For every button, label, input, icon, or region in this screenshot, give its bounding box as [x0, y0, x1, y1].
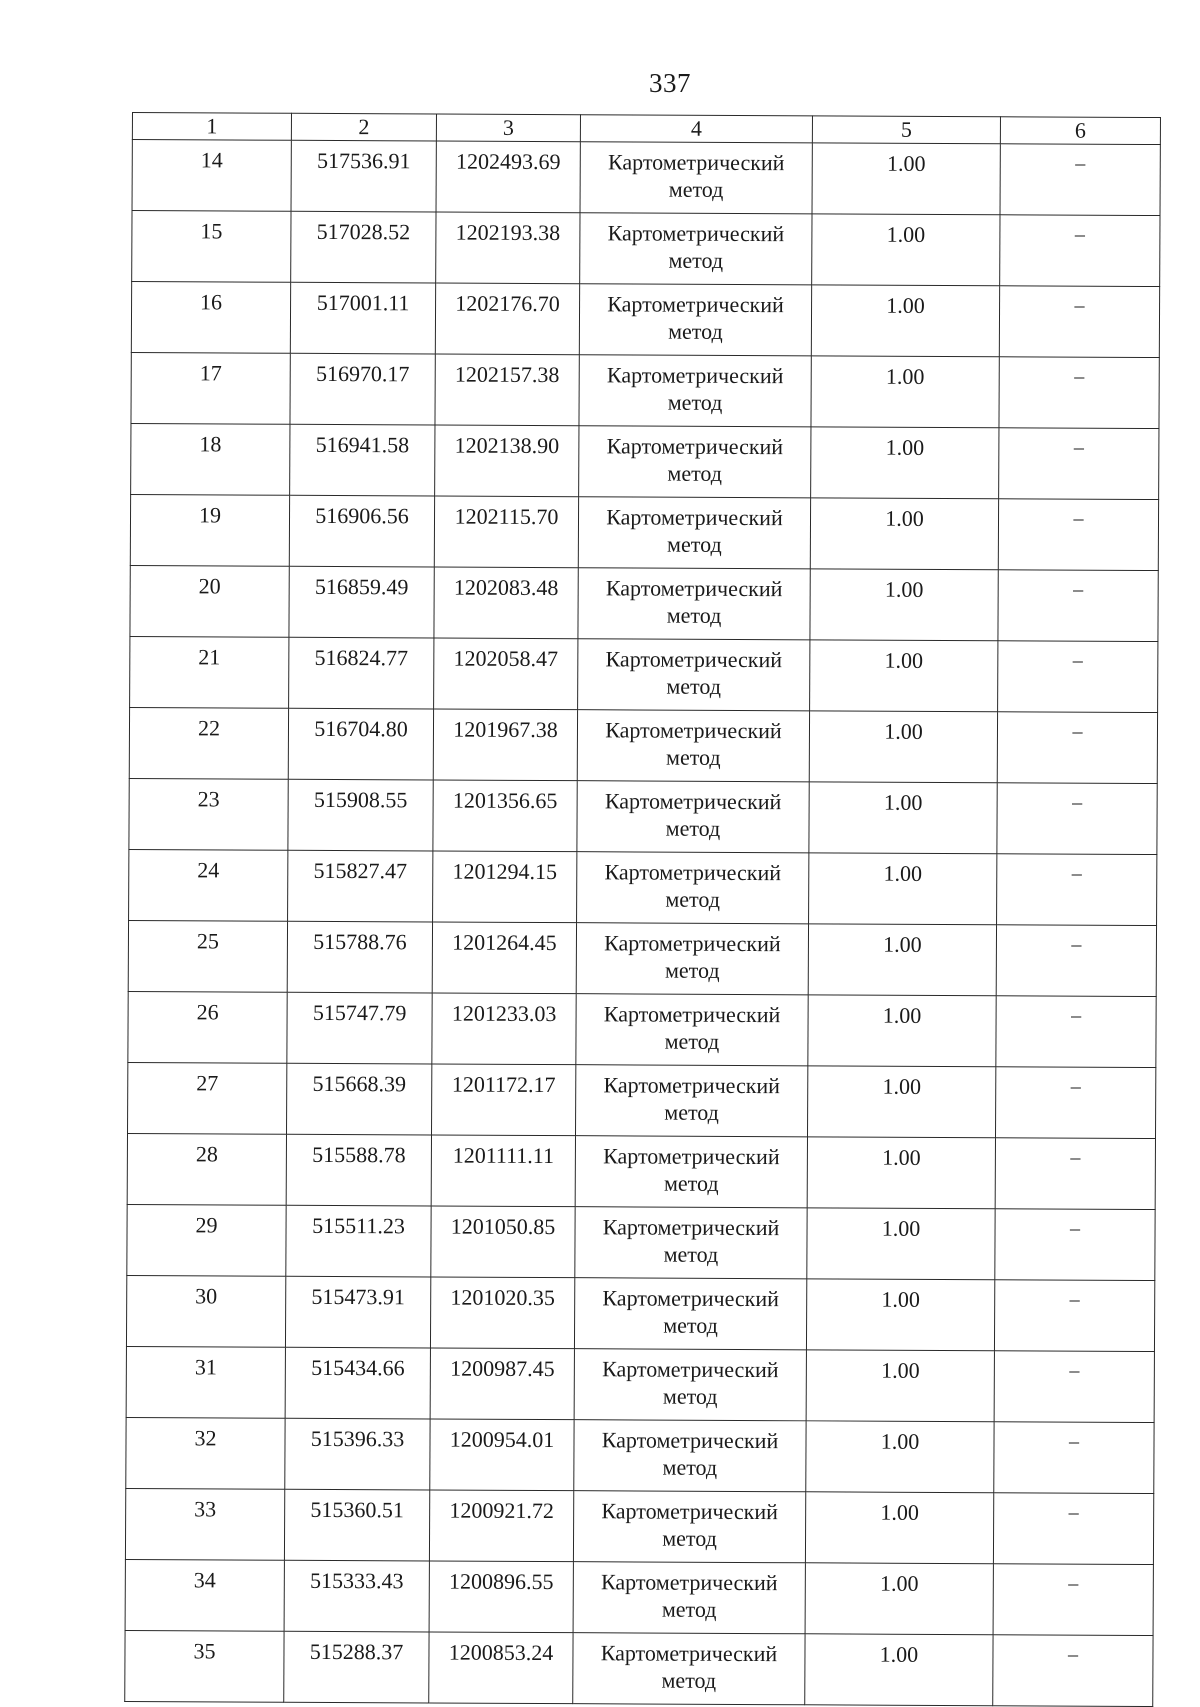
point-number-cell: 14 [132, 140, 291, 212]
note-cell: – [993, 1635, 1153, 1707]
note-cell: – [999, 428, 1159, 500]
method-cell: Картометрический метод [573, 1491, 805, 1563]
method-cell: Картометрический метод [578, 497, 810, 569]
table-row [126, 1417, 1154, 1493]
accuracy-cell: 1.00 [809, 853, 997, 925]
y-coordinate-cell: 1202115.70 [434, 496, 578, 568]
method-cell: Картометрический метод [575, 1207, 807, 1279]
note-cell: – [997, 854, 1157, 926]
note-cell: – [997, 783, 1157, 855]
x-coordinate-cell: 516941.58 [290, 424, 435, 496]
column-header-2: 2 [291, 113, 436, 141]
method-cell: Картометрический метод [580, 213, 812, 285]
note-cell: – [993, 1564, 1153, 1636]
coordinates-table-wrapper [124, 112, 1160, 1707]
x-coordinate-cell: 517536.91 [291, 140, 436, 212]
accuracy-cell: 1.00 [811, 427, 999, 499]
point-number-cell: 16 [131, 282, 290, 354]
column-header-3: 3 [436, 114, 580, 142]
method-cell: Картометрический метод [576, 994, 808, 1066]
point-number-cell: 17 [131, 352, 290, 424]
table-row [130, 494, 1158, 570]
x-coordinate-cell: 516704.80 [288, 708, 433, 780]
accuracy-cell: 1.00 [805, 1634, 993, 1706]
accuracy-cell: 1.00 [806, 1421, 994, 1493]
point-number-cell: 34 [125, 1559, 284, 1631]
point-number-cell: 21 [130, 636, 289, 708]
note-cell: – [1000, 215, 1160, 287]
table-row [130, 636, 1158, 712]
method-cell: Картометрический метод [578, 568, 810, 640]
table-row [128, 991, 1156, 1067]
point-number-cell: 24 [129, 849, 288, 921]
table-row [132, 211, 1160, 287]
method-cell: Картометрический метод [575, 1136, 807, 1208]
y-coordinate-cell: 1202058.47 [434, 638, 578, 710]
y-coordinate-cell: 1202138.90 [435, 425, 579, 497]
point-number-cell: 26 [128, 991, 287, 1063]
table-row [129, 707, 1157, 783]
accuracy-cell: 1.00 [811, 285, 999, 357]
point-number-cell: 19 [130, 494, 289, 566]
accuracy-cell: 1.00 [806, 1350, 994, 1422]
point-number-cell: 30 [126, 1275, 285, 1347]
table-row [127, 1133, 1155, 1209]
x-coordinate-cell: 515288.37 [284, 1631, 429, 1703]
accuracy-cell: 1.00 [808, 995, 996, 1067]
y-coordinate-cell: 1201111.11 [431, 1135, 575, 1207]
x-coordinate-cell: 515827.47 [288, 850, 433, 922]
accuracy-cell: 1.00 [808, 924, 996, 996]
x-coordinate-cell: 516970.17 [290, 353, 435, 425]
note-cell: – [995, 1209, 1155, 1281]
method-cell: Картометрический метод [576, 1065, 808, 1137]
x-coordinate-cell: 515360.51 [284, 1489, 429, 1561]
accuracy-cell: 1.00 [805, 1492, 993, 1564]
note-cell: – [999, 286, 1159, 358]
accuracy-cell: 1.00 [807, 1137, 995, 1209]
accuracy-cell: 1.00 [810, 498, 998, 570]
scan-artifact [128, 1386, 218, 1398]
y-coordinate-cell: 1202157.38 [435, 354, 579, 426]
table-body [125, 140, 1161, 1707]
method-cell: Картометрический метод [577, 781, 809, 853]
accuracy-cell: 1.00 [809, 711, 997, 783]
page-number: 337 [649, 68, 691, 98]
note-cell: – [994, 1351, 1154, 1423]
method-cell: Картометрический метод [579, 284, 811, 356]
accuracy-cell: 1.00 [809, 782, 997, 854]
method-cell: Картометрический метод [579, 426, 811, 498]
y-coordinate-cell: 1200853.24 [429, 1632, 573, 1704]
note-cell: – [999, 357, 1159, 429]
x-coordinate-cell: 515747.79 [287, 992, 432, 1064]
note-cell: – [994, 1280, 1154, 1352]
x-coordinate-cell: 516824.77 [289, 637, 434, 709]
table-row [127, 1204, 1155, 1280]
y-coordinate-cell: 1201294.15 [433, 851, 577, 923]
note-cell: – [1000, 144, 1160, 216]
y-coordinate-cell: 1201967.38 [433, 709, 577, 781]
y-coordinate-cell: 1201050.85 [431, 1206, 575, 1278]
method-cell: Картометрический метод [577, 710, 809, 782]
column-header-4: 4 [580, 115, 812, 143]
y-coordinate-cell: 1201264.45 [432, 922, 576, 994]
y-coordinate-cell: 1200954.01 [430, 1419, 574, 1491]
point-number-cell: 28 [127, 1133, 286, 1205]
x-coordinate-cell: 515396.33 [285, 1418, 430, 1490]
y-coordinate-cell: 1202176.70 [435, 283, 579, 355]
method-cell: Картометрический метод [574, 1278, 806, 1350]
y-coordinate-cell: 1202493.69 [436, 141, 580, 213]
note-cell: – [994, 1422, 1154, 1494]
point-number-cell: 35 [125, 1630, 284, 1702]
point-number-cell: 18 [131, 423, 290, 495]
method-cell: Картометрический метод [574, 1349, 806, 1421]
y-coordinate-cell: 1202083.48 [434, 567, 578, 639]
y-coordinate-cell: 1200896.55 [429, 1561, 573, 1633]
accuracy-cell: 1.00 [807, 1066, 995, 1138]
method-cell: Картометрический метод [573, 1633, 805, 1705]
x-coordinate-cell: 515434.66 [285, 1347, 430, 1419]
x-coordinate-cell: 515473.91 [285, 1276, 430, 1348]
coordinates-table [124, 112, 1161, 1707]
x-coordinate-cell: 516906.56 [289, 495, 434, 567]
point-number-cell: 29 [127, 1204, 286, 1276]
point-number-cell: 15 [132, 211, 291, 283]
accuracy-cell: 1.00 [811, 356, 999, 428]
point-number-cell: 33 [125, 1488, 284, 1560]
table-row [132, 140, 1160, 216]
x-coordinate-cell: 517001.11 [290, 282, 435, 354]
table-row [125, 1488, 1153, 1564]
x-coordinate-cell: 517028.52 [291, 211, 436, 283]
table-row [131, 352, 1159, 428]
method-cell: Картометрический метод [573, 1562, 805, 1634]
y-coordinate-cell: 1200987.45 [430, 1348, 574, 1420]
y-coordinate-cell: 1201172.17 [432, 1064, 576, 1136]
table-row [125, 1630, 1153, 1706]
x-coordinate-cell: 516859.49 [289, 566, 434, 638]
note-cell: – [995, 1067, 1155, 1139]
point-number-cell: 32 [126, 1417, 285, 1489]
accuracy-cell: 1.00 [810, 569, 998, 641]
table-row [128, 920, 1156, 996]
note-cell: – [996, 996, 1156, 1068]
x-coordinate-cell: 515668.39 [287, 1063, 432, 1135]
point-number-cell: 31 [126, 1346, 285, 1418]
method-cell: Картометрический метод [577, 852, 809, 924]
method-cell: Картометрический метод [580, 142, 812, 214]
y-coordinate-cell: 1202193.38 [436, 212, 580, 284]
table-row [129, 849, 1157, 925]
x-coordinate-cell: 515588.78 [286, 1134, 431, 1206]
table-row [126, 1346, 1154, 1422]
x-coordinate-cell: 515788.76 [287, 921, 432, 993]
note-cell: – [998, 499, 1158, 571]
accuracy-cell: 1.00 [805, 1563, 993, 1635]
y-coordinate-cell: 1201233.03 [432, 993, 576, 1065]
y-coordinate-cell: 1201356.65 [433, 780, 577, 852]
point-number-cell: 27 [128, 1062, 287, 1134]
method-cell: Картометрический метод [578, 639, 810, 711]
table-row [128, 1062, 1156, 1138]
point-number-cell: 20 [130, 565, 289, 637]
accuracy-cell: 1.00 [812, 143, 1000, 215]
accuracy-cell: 1.00 [812, 214, 1000, 286]
point-number-cell: 22 [129, 707, 288, 779]
note-cell: – [993, 1493, 1153, 1565]
point-number-cell: 25 [128, 920, 287, 992]
table-row [126, 1275, 1154, 1351]
note-cell: – [995, 1138, 1155, 1210]
point-number-cell: 23 [129, 778, 288, 850]
accuracy-cell: 1.00 [806, 1279, 994, 1351]
accuracy-cell: 1.00 [810, 640, 998, 712]
note-cell: – [997, 712, 1157, 784]
column-header-6: 6 [1000, 117, 1160, 145]
accuracy-cell: 1.00 [807, 1208, 995, 1280]
table-row [129, 778, 1157, 854]
x-coordinate-cell: 515511.23 [286, 1205, 431, 1277]
note-cell: – [998, 641, 1158, 713]
method-cell: Картометрический метод [579, 355, 811, 427]
table-row [131, 282, 1159, 358]
x-coordinate-cell: 515908.55 [288, 779, 433, 851]
note-cell: – [998, 570, 1158, 642]
table-row [131, 423, 1159, 499]
column-header-5: 5 [812, 116, 1000, 144]
method-cell: Картометрический метод [576, 923, 808, 995]
table-row [125, 1559, 1153, 1635]
y-coordinate-cell: 1201020.35 [430, 1277, 574, 1349]
table-row [130, 565, 1158, 641]
column-header-1: 1 [132, 113, 291, 141]
y-coordinate-cell: 1200921.72 [429, 1490, 573, 1562]
method-cell: Картометрический метод [574, 1420, 806, 1492]
note-cell: – [996, 925, 1156, 997]
x-coordinate-cell: 515333.43 [284, 1560, 429, 1632]
